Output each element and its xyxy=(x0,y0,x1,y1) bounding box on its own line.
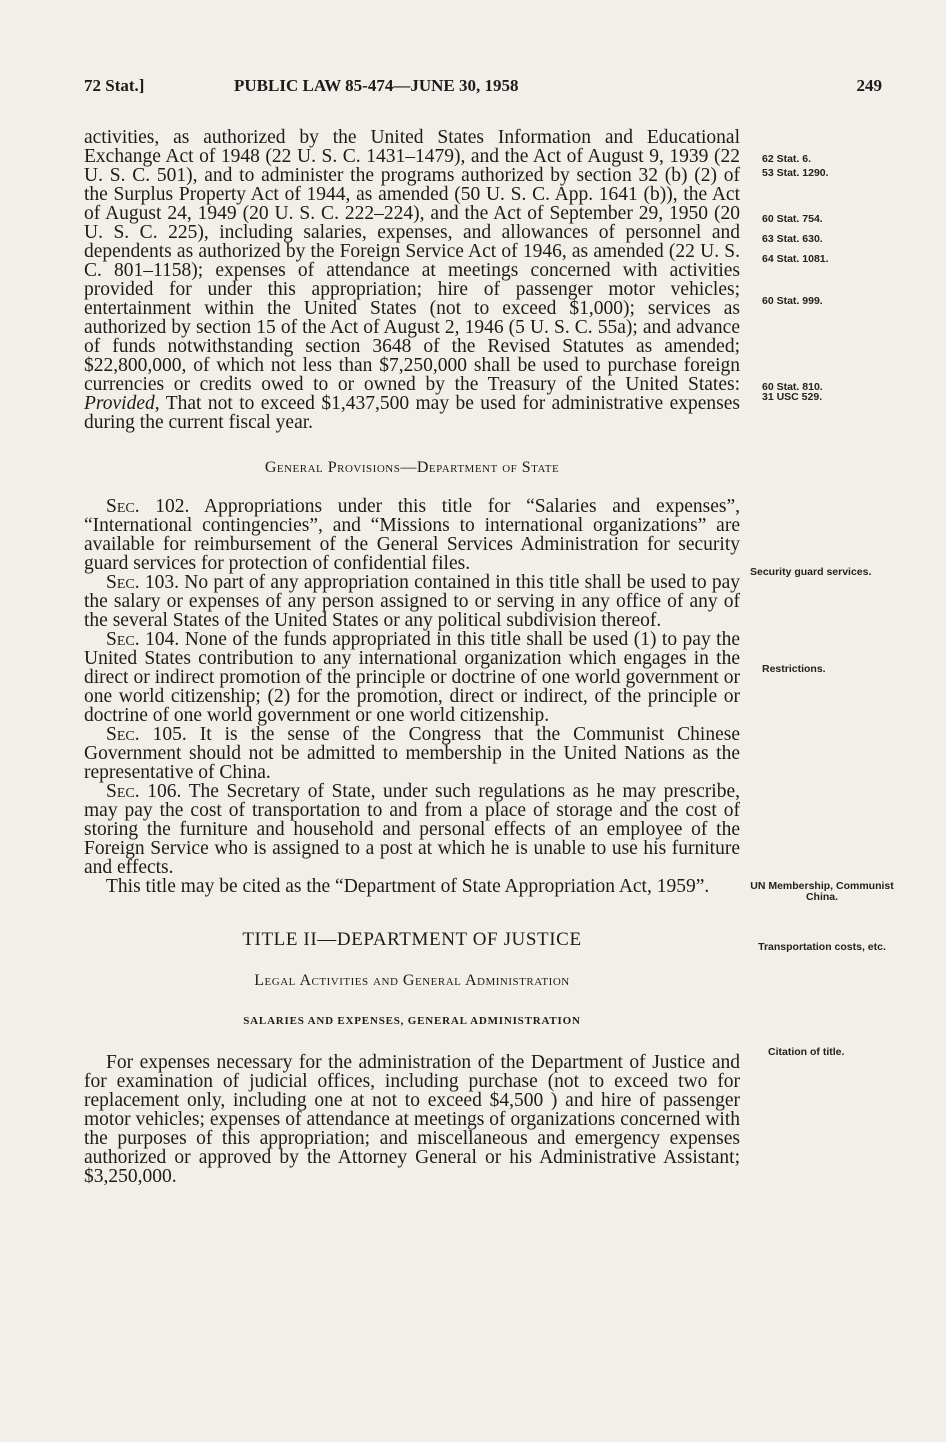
margin-note-restrictions: Restrictions. xyxy=(762,663,826,675)
section-text: Appropriations under this title for “Salaries and expenses”, “International contingencies”, and “Missions to international organizations” are available for reimbursement of the General Services Administration for security guard services for protection of confidential files. xyxy=(84,496,740,574)
general-provisions-heading: General Provisions—Department of State xyxy=(264,459,560,476)
header-stat: 72 Stat.] xyxy=(84,76,145,95)
section-label: Sec. 105. xyxy=(106,724,187,745)
section-text: The Secretary of State, under such regulations as he may prescribe, may pay the cost of transportation to and from a place of storage and the cost of storing the furniture and household and personal effects of an employee of the Foreign Service who is assigned to a post at which he is unable to use his furniture and effects. xyxy=(84,781,740,878)
section-label: Sec. 102. xyxy=(106,496,190,517)
margin-note-citation: Citation of title. xyxy=(768,1046,845,1058)
margin-note-60-stat-754: 60 Stat. 754. xyxy=(762,213,823,225)
section-102 xyxy=(84,497,740,573)
margin-note-60-stat-999: 60 Stat. 999. xyxy=(762,295,823,307)
margin-note-31-usc: 31 USC 529. xyxy=(762,391,823,403)
section-105 xyxy=(84,725,740,782)
section-text: None of the funds appropriated in this title shall be used (1) to pay the United States contribution to any international organization which engages in the direct or indirect promotion of the principle or doctrine of one world government or one world citizenship; (2) for the promotion, direct or indirect, of the principle or doctrine of one world government or one world citizenship. xyxy=(84,629,741,726)
title-ii-heading: TITLE II—DEPARTMENT OF JUSTICE xyxy=(242,929,582,950)
margin-note-62-stat: 62 Stat. 6. xyxy=(762,153,812,165)
document-body xyxy=(84,128,740,1186)
margin-note-un-membership: UN Membership, Communist China. xyxy=(750,880,894,903)
section-text: No part of any appropriation contained in this title shall be used to pay the salary or expenses of any person assigned to or serving in any office of any of the several States of the United States or any political subdivision thereof. xyxy=(84,572,740,631)
salaries-heading: SALARIES AND EXPENSES, GENERAL ADMINISTRATION xyxy=(243,1015,581,1027)
justice-appropriation-paragraph: For expenses necessary for the administration of the Department of Justice and for examination of judicial offices, including purchase (not to exceed two for replacement only, including one at not to exceed $4,500 ) and hire of passenger motor vehicles; expenses of attendance at meetings of organizations concerned with the purposes of this appropriation; and miscellaneous and emergency expenses authorized or approved by the Attorney General or his Administrative Assistant; $3,250,000. xyxy=(84,1052,740,1187)
margin-note-security: Security guard services. xyxy=(750,566,872,578)
paragraph-appropriation xyxy=(84,128,740,432)
margin-note-53-stat: 53 Stat. 1290. xyxy=(762,167,829,179)
section-103 xyxy=(84,573,740,630)
page-number: 249 xyxy=(856,76,882,95)
section-text: It is the sense of the Congress that the Communist Chinese Government should not be admitted to membership in the United Nations as the representative of China. xyxy=(84,724,740,783)
paragraph-text-end: That not to exceed $1,437,500 may be used for administrative expenses during the current fiscal year. xyxy=(84,393,740,433)
margin-note-transportation: Transportation costs, etc. xyxy=(758,941,886,953)
paragraph-text: activities, as authorized by the United States Information and Educational Exchange Act of 1948 (22 U. S. C. 1431–1479), and the Act of August 9, 1939 (22 U. S. C. 501), and to administer the programs authorized by section 32 (b) (2) of the Surplus Property Act of 1944, as amended (50 U. S. C. App. 1641 (b)), the Act of August 24, 1949 (20 U. S. C. 222–224), and the Act of September 29, 1950 (20 U. S. C. 225), including salaries, expenses, and allowances of personnel and dependents as authorized by the Foreign Service Act of 1946, as amended (22 U. S. C. 801–1158); expenses of attendance at meetings concerned with activities provided for under this appropriation; hire of passenger motor vehicles; entertainment within the United States (not to exceed $1,000); services as authorized by section 15 of the Act of August 2, 1946 (5 U. S. C. 55a); and advance of funds notwithstanding section 3648 of the Revised Statutes as amended; $22,800,000, of which not less than $7,250,000 shall be used to purchase foreign currencies or credits owed to or owned by the Treasury of the United States: xyxy=(84,127,740,395)
provided-emphasis: Provided, xyxy=(84,393,160,414)
margin-note-60-stat-810: 60 Stat. 810. xyxy=(762,381,823,393)
legal-activities-heading: Legal Activities and General Administration xyxy=(254,972,570,989)
section-106 xyxy=(84,782,740,877)
margin-note-64-stat: 64 Stat. 1081. xyxy=(762,253,829,265)
header-law-title: PUBLIC LAW 85-474—JUNE 30, 1958 xyxy=(234,76,519,95)
section-label: Sec. 106. xyxy=(106,781,182,802)
section-label: Sec. 103. xyxy=(106,572,179,593)
section-104 xyxy=(84,630,740,725)
citation-paragraph: This title may be cited as the “Department of State Appropriation Act, 1959”. xyxy=(106,876,710,897)
page-header xyxy=(84,76,882,102)
margin-note-63-stat: 63 Stat. 630. xyxy=(762,233,823,245)
section-label: Sec. 104. xyxy=(106,629,180,650)
